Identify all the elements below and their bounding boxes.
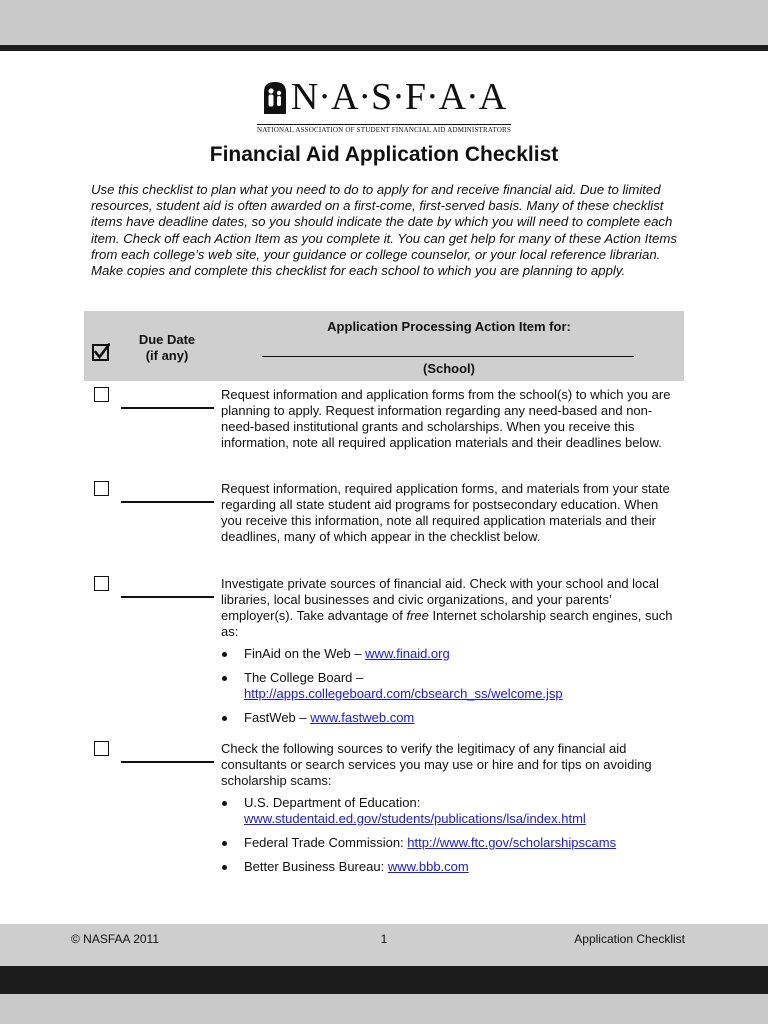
bullet-icon — [222, 652, 227, 657]
footer-doc-name: Application Checklist — [574, 932, 685, 946]
item-text — [221, 741, 681, 883]
footer-copyright: © NASFAA 2011 — [71, 932, 160, 946]
fastweb-link[interactable]: www.fastweb.com — [310, 710, 415, 725]
bullet-icon — [222, 865, 227, 870]
item-text — [221, 387, 681, 451]
item-description: Request information, required application forms, and materials from your state regarding all state student aid programs for postsecondary education. When you receive this information, note all required application materials and their deadlines, many of which appear in the checklist below. — [221, 481, 670, 544]
due-date-label: Due Date — [138, 332, 196, 347]
due-date-field[interactable] — [121, 761, 214, 763]
bottom-band — [0, 994, 768, 1024]
footer-page-number: 1 — [380, 932, 388, 946]
free-emphasis: free — [406, 608, 429, 623]
item-checkbox[interactable] — [94, 387, 109, 402]
action-item-header: Application Processing Action Item for: — [327, 319, 571, 334]
table-header — [84, 311, 684, 381]
list-item: FinAid on the Web – www.finaid.org — [221, 646, 681, 662]
family-figure-icon — [262, 80, 288, 114]
finaid-link[interactable]: www.finaid.org — [365, 646, 450, 661]
item-description: Request information and application forms from the school(s) to which you are planning to apply. Request information regarding any need-based and non-need-based institutional grants and scholarships. When you receive this information, note all required application materials and their deadlines below. — [221, 387, 671, 450]
top-band — [0, 0, 768, 45]
nasfaa-logo — [0, 76, 768, 137]
bullet-icon — [222, 801, 227, 806]
due-date-header — [122, 332, 212, 364]
page-footer — [0, 924, 768, 966]
logo-wordmark: N·A·S·F·A·A — [290, 76, 507, 118]
bullet-icon — [222, 676, 227, 681]
bullet-icon — [222, 841, 227, 846]
item-description: Investigate private sources of financial aid. Check with your school and local libraries, local businesses and civic organizations, and your parents’ employer(s). Take advantage of free Internet scholarship search engines, such as: — [221, 576, 673, 639]
item-checkbox[interactable] — [94, 741, 109, 756]
list-item: Better Business Bureau: www.bbb.com — [221, 859, 681, 875]
due-date-field[interactable] — [121, 407, 214, 409]
bullet-list — [221, 646, 681, 726]
page-title: Financial Aid Application Checklist — [209, 143, 559, 166]
list-item: Federal Trade Commission: http://www.ftc.gov/scholarshipscams — [221, 835, 681, 851]
school-name-line[interactable] — [262, 356, 634, 357]
list-item: The College Board – http://apps.collegeboard.com/cbsearch_ss/welcome.jsp — [221, 670, 681, 702]
bullet-icon — [222, 716, 227, 721]
intro-paragraph: Use this checklist to plan what you need to do to apply for and receive financial aid. Due to limited resources, student aid is often awarded on a first-come, first-served basis. Many of these checklist items have deadline dates, so you should indicate the date by which you will need to complete each item. Check off each Action Item as you complete it. You can get help for many of these Action Items from each college’s web site, your guidance or college counselor, or your local reference librarian. Make copies and complete this checklist for each school to which you are planning to apply. — [91, 182, 677, 279]
item-checkbox[interactable] — [94, 481, 109, 496]
item-text — [221, 481, 681, 545]
due-date-sublabel: (if any) — [145, 348, 189, 363]
school-label: (School) — [423, 361, 475, 376]
list-item: U.S. Department of Education: www.studentaid.ed.gov/students/publications/lsa/index.html — [221, 795, 681, 827]
bullet-list — [221, 795, 681, 875]
collegeboard-link[interactable]: http://apps.collegeboard.com/cbsearch_ss/welcome.jsp — [244, 686, 563, 701]
due-date-field[interactable] — [121, 596, 214, 598]
checked-box-icon — [92, 343, 110, 361]
item-description: Check the following sources to verify the legitimacy of any financial aid consultants or search services you may use or hire and for tips on avoiding scholarship scams: — [221, 741, 652, 788]
item-checkbox[interactable] — [94, 576, 109, 591]
item-text — [221, 576, 681, 734]
bbb-link[interactable]: www.bbb.com — [387, 859, 469, 874]
list-item: FastWeb – www.fastweb.com — [221, 710, 681, 726]
ftc-link[interactable]: http://www.ftc.gov/scholarshipscams — [407, 835, 617, 850]
due-date-field[interactable] — [121, 501, 214, 503]
bottom-rule — [0, 966, 768, 994]
studentaid-link[interactable]: www.studentaid.ed.gov/students/publications/lsa/index.html — [244, 811, 586, 826]
logo-subtitle: NATIONAL ASSOCIATION OF STUDENT FINANCIAL AID ADMINISTRATORS — [257, 126, 511, 134]
